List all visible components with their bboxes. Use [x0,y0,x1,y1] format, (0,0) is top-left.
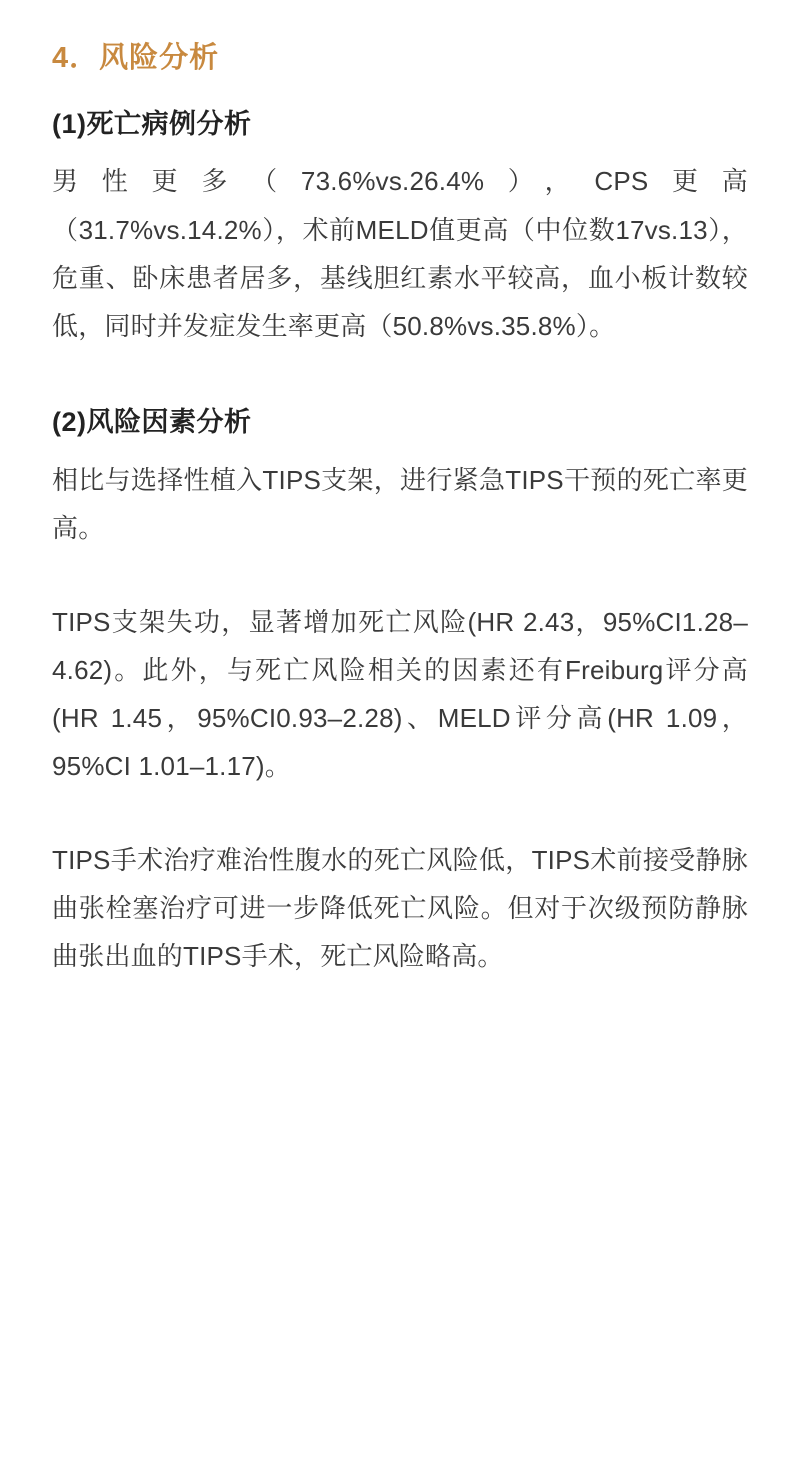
section-heading: 4．风险分析 [52,42,220,74]
section-spacer-1 [52,350,748,404]
subsection-risk-factor-analysis [52,404,748,981]
subsection-heading-1: (1)死亡病例分析 [52,108,252,139]
subsection-death-case-analysis [52,106,748,350]
subsection-2-paragraph-3: TIPS手术治疗难治性腹水的死亡风险低，TIPS术前接受静脉曲张栓塞治疗可进一步降低死亡风险。但对于次级预防静脉曲张出血的TIPS手术，死亡风险略高。 [52,845,748,972]
subsection-1-paragraph-1: 男性更多（73.6%vs.26.4%），CPS更高（31.7%vs.14.2%），术前MELD值更高（中位数17vs.13），危重、卧床患者居多，基线胆红素水平较高，血小板计数较低，同时并发症发生率更高（50.8%vs.35.8%）。 [52,166,748,341]
paragraph-spacer-2 [52,790,748,836]
subsection-2-paragraph-1: 相比与选择性植入TIPS支架，进行紧急TIPS干预的死亡率更高。 [52,464,748,543]
subsection-2-paragraph-2: TIPS支架失功，显著增加死亡风险(HR 2.43，95%CI1.28–4.62)。此外，与死亡风险相关的因素还有Freiburg评分高(HR 1.45，95%CI0.93–2.28)、MELD评分高(HR 1.09，95%CI 1.01–1.17)。 [52,606,748,782]
subsection-heading-2: (2)风险因素分析 [52,406,252,437]
paragraph-spacer-1 [52,552,748,598]
